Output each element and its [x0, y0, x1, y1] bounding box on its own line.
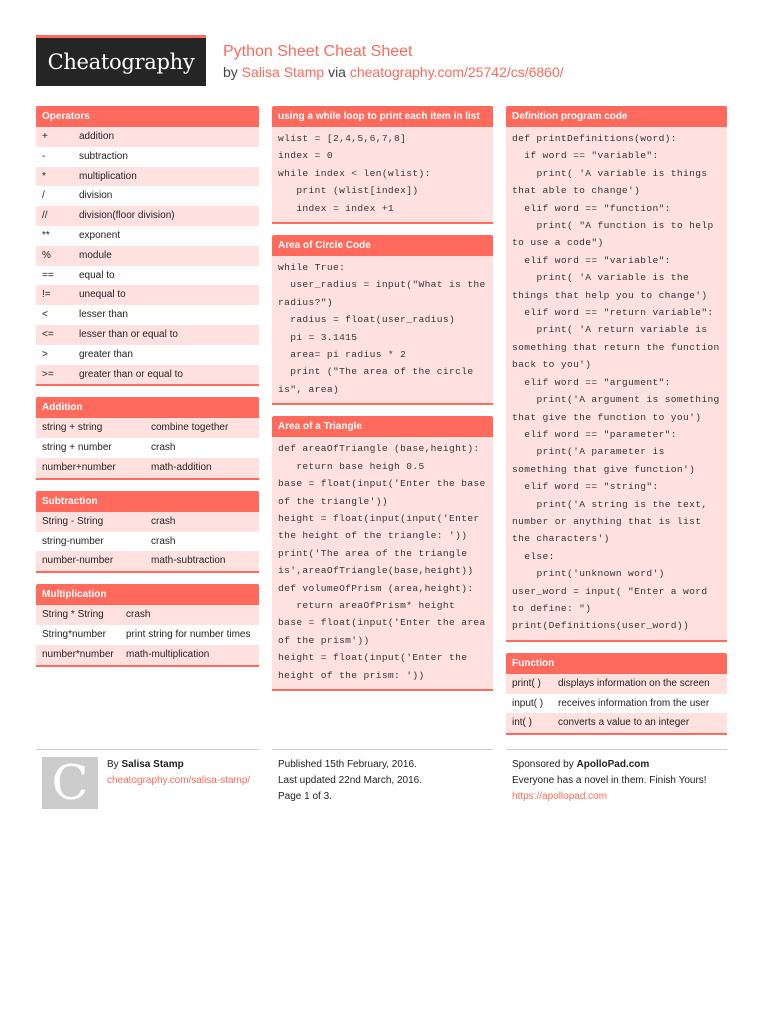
- row-term: <=: [42, 328, 54, 340]
- code-line: print('A string is the text, number or anything that is list the characters'): [512, 498, 714, 545]
- code-line: print( 'A return variable is something that return the function back to you'): [512, 324, 726, 371]
- author-link[interactable]: Salisa Stamp: [241, 64, 325, 80]
- row-description: division(floor division): [79, 210, 175, 222]
- column-1: [36, 106, 259, 678]
- triangle-heading: Area of a Triangle: [272, 416, 493, 437]
- definitions-panel: [506, 106, 727, 642]
- published-date: Published 15th February, 2016.: [278, 759, 417, 770]
- code-line: area= pi radius * 2: [278, 349, 407, 361]
- addition-panel: [36, 397, 259, 479]
- column-2: [272, 106, 493, 702]
- table-row: [36, 266, 259, 286]
- avatar-letter: C: [51, 755, 89, 811]
- table-row: [36, 127, 259, 147]
- code-line: print(Definitions(user_word)): [512, 620, 690, 632]
- code-line: index = index +1: [278, 202, 395, 214]
- function-table: [506, 674, 727, 733]
- row-term: !=: [42, 289, 51, 301]
- sponsor-tagline: Everyone has a novel in them. Finish Yours!: [512, 775, 707, 786]
- addition-table: [36, 418, 259, 477]
- code-line: pi = 3.1415: [278, 331, 358, 343]
- row-description: converts a value to an integer: [558, 717, 690, 729]
- code-line: wlist = [2,4,5,6,7,8]: [278, 133, 407, 144]
- sponsor-link[interactable]: https://apollopad.com: [512, 791, 608, 802]
- code-line: elif word == "string":: [512, 481, 659, 493]
- row-term: -: [42, 150, 46, 162]
- addition-heading: Addition: [36, 397, 259, 418]
- code-line: user_word = input( "Enter a word to define: "): [512, 585, 714, 614]
- operators-heading: Operators: [36, 106, 259, 127]
- table-row: [36, 305, 259, 325]
- operators-table: [36, 127, 259, 384]
- row-term: /: [42, 190, 45, 202]
- row-term: //: [42, 210, 48, 222]
- row-description: greater than or equal to: [79, 368, 183, 380]
- footer-divider: [36, 749, 259, 750]
- table-row: [36, 206, 259, 226]
- code-line: return areaOfPrism* height: [278, 599, 456, 611]
- logo-text: Cheatography: [47, 50, 195, 74]
- row-description: crash: [126, 609, 151, 621]
- table-row: [36, 226, 259, 246]
- row-term: %: [42, 249, 51, 261]
- circle-panel: [272, 235, 493, 405]
- code-line: radius = float(user_radius): [278, 314, 456, 326]
- code-line: while True:: [278, 262, 346, 274]
- row-term: String*number: [42, 628, 106, 640]
- while-loop-panel: [272, 106, 493, 224]
- code-line: print('A parameter is something that give function'): [512, 446, 696, 475]
- row-description: math-multiplication: [126, 648, 210, 660]
- code-line: else:: [512, 550, 555, 562]
- code-line: print( 'A variable is things that able to change'): [512, 167, 714, 197]
- row-term: <: [42, 309, 48, 321]
- updated-date: Last updated 22nd March, 2016.: [278, 775, 422, 786]
- row-term: string + number: [42, 442, 112, 454]
- code-line: def volumeOfPrism (area,height):: [278, 582, 474, 594]
- code-line: user_radius = input("What is the radius?"): [278, 279, 492, 308]
- sponsor-name: ApolloPad.com: [576, 759, 650, 770]
- table-row: [506, 674, 727, 694]
- row-term: +: [42, 131, 48, 142]
- code-line: elif word == "return variable":: [512, 307, 714, 319]
- table-row: [36, 285, 259, 305]
- footer-author-link[interactable]: cheatography.com/salisa-stamp/: [107, 775, 251, 786]
- operators-panel: [36, 106, 259, 386]
- table-row: [36, 325, 259, 345]
- subtraction-heading: Subtraction: [36, 491, 259, 512]
- subtraction-panel: [36, 491, 259, 573]
- table-row: [36, 532, 259, 552]
- row-term: print( ): [512, 677, 541, 689]
- function-panel: [506, 653, 727, 735]
- row-description: math-subtraction: [151, 555, 226, 567]
- row-term: **: [42, 229, 50, 241]
- row-term: String * String: [42, 609, 104, 621]
- row-term: number*number: [42, 648, 114, 660]
- byline: [223, 64, 564, 80]
- table-row: [506, 713, 727, 733]
- table-row: [36, 186, 259, 206]
- row-description: crash: [151, 535, 176, 547]
- footer-author-name: Salisa Stamp: [121, 759, 184, 770]
- row-term: *: [42, 170, 46, 182]
- table-row: [36, 645, 259, 665]
- code-line: if word == "variable":: [512, 150, 659, 162]
- row-description: lesser than: [79, 309, 128, 321]
- row-description: greater than: [79, 348, 133, 360]
- multiplication-table: [36, 605, 259, 664]
- via-word: via: [328, 64, 346, 80]
- column-3: [506, 106, 727, 746]
- row-description: module: [79, 249, 112, 261]
- footer-author: [107, 757, 250, 789]
- table-row: [36, 625, 259, 645]
- table-row: [36, 246, 259, 266]
- footer-divider: [272, 749, 493, 750]
- row-term: >=: [42, 368, 54, 380]
- triangle-code: [272, 437, 493, 689]
- row-description: division: [79, 190, 113, 202]
- code-line: height = float(input(input('Enter the height of the triangle: ')): [278, 512, 486, 542]
- table-row: [36, 418, 259, 438]
- row-description: addition: [79, 131, 115, 142]
- code-line: print ("The area of the circle is", area): [278, 366, 480, 395]
- page-title: Python Sheet Cheat Sheet: [223, 43, 413, 60]
- footer-sponsor: [512, 757, 707, 805]
- by-word: by: [223, 64, 238, 80]
- code-line: print('unknown word'): [512, 568, 665, 580]
- table-row: [36, 551, 259, 571]
- multiplication-heading: Multiplication: [36, 584, 259, 605]
- function-heading: Function: [506, 653, 727, 674]
- table-row: [36, 512, 259, 532]
- code-line: base = float(input('Enter the area of the prism')): [278, 617, 492, 646]
- page-number: Page 1 of 3.: [278, 791, 332, 802]
- footer-by-label: By: [107, 759, 119, 770]
- row-description: subtraction: [79, 150, 128, 162]
- circle-code: [272, 256, 493, 403]
- while-loop-code: [272, 127, 493, 222]
- code-line: def areaOfTriangle (base,height):: [278, 443, 480, 455]
- row-description: crash: [151, 515, 176, 527]
- row-term: number-number: [42, 555, 114, 567]
- sheet-url-link[interactable]: cheatography.com/25742/cs/6860/: [349, 64, 564, 80]
- row-term: string-number: [42, 535, 104, 547]
- sponsored-label: Sponsored by: [512, 759, 574, 770]
- code-line: height = float(input('Enter the height of the prism: ')): [278, 652, 474, 681]
- row-description: multiplication: [79, 170, 137, 182]
- subtraction-table: [36, 512, 259, 571]
- row-term: number+number: [42, 461, 116, 473]
- row-description: receives information from the user: [558, 697, 710, 709]
- row-term: string + string: [42, 422, 103, 434]
- row-term: ==: [42, 269, 54, 281]
- table-row: [506, 694, 727, 714]
- definitions-heading: Definition program code: [506, 106, 727, 127]
- triangle-panel: [272, 416, 493, 691]
- author-avatar[interactable]: [42, 757, 98, 809]
- table-row: [36, 147, 259, 167]
- definitions-code: [506, 127, 727, 640]
- code-line: base = float(input('Enter the base of the triangle')): [278, 478, 492, 507]
- row-description: combine together: [151, 422, 229, 434]
- code-line: def printDefinitions(word):: [512, 133, 677, 144]
- row-description: crash: [151, 442, 176, 454]
- code-line: index = 0: [278, 150, 333, 162]
- while-loop-heading: using a while loop to print each item in list: [272, 106, 493, 127]
- code-line: print( "A function is to help to use a code"): [512, 220, 720, 249]
- circle-heading: Area of Circle Code: [272, 235, 493, 256]
- table-row: [36, 458, 259, 478]
- code-line: elif word == "parameter":: [512, 428, 677, 440]
- footer-publish-info: [278, 757, 422, 805]
- table-row: [36, 167, 259, 187]
- row-description: lesser than or equal to: [79, 328, 178, 340]
- row-description: exponent: [79, 229, 121, 241]
- row-description: equal to: [79, 269, 115, 281]
- cheatography-logo[interactable]: [36, 35, 206, 86]
- row-term: int( ): [512, 717, 532, 729]
- code-line: elif word == "function":: [512, 202, 671, 214]
- multiplication-panel: [36, 584, 259, 666]
- row-description: math-addition: [151, 461, 212, 473]
- row-description: displays information on the screen: [558, 677, 710, 689]
- table-row: [36, 365, 259, 385]
- row-term: String - String: [42, 515, 104, 527]
- code-line: print('The area of the triangle is',areaOfTriangle(base,height)): [278, 547, 474, 577]
- table-row: [36, 605, 259, 625]
- code-line: print( 'A variable is the things that help you to change'): [512, 272, 708, 301]
- row-description: print string for number times: [126, 628, 251, 640]
- table-row: [36, 438, 259, 458]
- row-description: unequal to: [79, 289, 126, 301]
- table-row: [36, 345, 259, 365]
- code-line: print (wlist[index]): [278, 185, 419, 197]
- code-line: return base heigh 0.5: [278, 460, 425, 472]
- code-line: elif word == "argument":: [512, 376, 671, 388]
- footer-divider: [506, 749, 727, 750]
- code-line: print('A argument is something that give the function to you'): [512, 394, 726, 423]
- row-term: input( ): [512, 697, 544, 709]
- row-term: >: [42, 348, 48, 360]
- code-line: elif word == "variable":: [512, 254, 671, 266]
- code-line: while index < len(wlist):: [278, 167, 431, 179]
